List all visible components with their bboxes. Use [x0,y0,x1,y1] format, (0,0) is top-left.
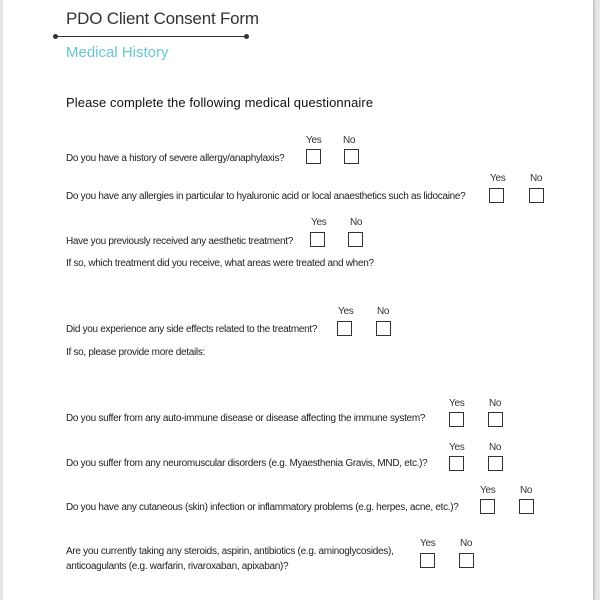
question-5-yes-label: Yes [449,398,465,409]
question-7-yes-checkbox[interactable] [480,499,495,514]
question-1-yes-label: Yes [306,135,322,146]
form-title: PDO Client Consent Form [66,9,259,28]
consent-form-page [3,0,593,600]
question-7-no-checkbox[interactable] [519,499,534,514]
question-2-text: Do you have any allergies in particular to hyaluronic acid or local anaesthetics such as lidocaine? [66,191,466,202]
question-4-no-label: No [377,306,390,317]
question-8-yes-label: Yes [420,538,436,549]
question-1-no-checkbox[interactable] [344,149,359,164]
question-5-no-checkbox[interactable] [488,412,503,427]
question-7-no-label: No [520,485,533,496]
question-6-text: Do you suffer from any neuromuscular disorders (e.g. Myaesthenia Gravis, MND, etc.)? [66,458,428,469]
question-3-text: Have you previously received any aesthetic treatment? [66,236,294,247]
question-2-yes-checkbox[interactable] [489,188,504,203]
question-2-no-label: No [530,173,543,184]
question-3-no-checkbox[interactable] [348,232,363,247]
question-8-text: Are you currently taking any steroids, aspirin, antibiotics (e.g. aminoglycosides), [66,546,394,557]
question-4-yes-checkbox[interactable] [337,321,352,336]
question-5-yes-checkbox[interactable] [449,412,464,427]
question-4-no-checkbox[interactable] [376,321,391,336]
question-6-yes-label: Yes [449,442,465,453]
question-6-yes-checkbox[interactable] [449,456,464,471]
question-8-text-line2: anticoagulants (e.g. warfarin, rivaroxaban, apixaban)? [66,561,289,572]
question-3-yes-checkbox[interactable] [310,232,325,247]
question-3-no-label: No [350,217,363,228]
question-3-followup: If so, which treatment did you receive, what areas were treated and when? [66,258,374,269]
question-7-text: Do you have any cutaneous (skin) infection or inflammatory problems (e.g. herpes, acne, etc.)? [66,502,459,513]
question-4-yes-label: Yes [338,306,354,317]
section-title: Medical History [66,44,169,61]
question-6-no-label: No [489,442,502,453]
question-3-yes-label: Yes [311,217,327,228]
question-8-no-checkbox[interactable] [459,553,474,568]
instructions-heading: Please complete the following medical questionnaire [66,95,374,110]
question-8-no-label: No [460,538,473,549]
question-1-text: Do you have a history of severe allergy/anaphylaxis? [66,153,285,164]
question-4-text: Did you experience any side effects related to the treatment? [66,324,318,335]
question-2-no-checkbox[interactable] [529,188,544,203]
question-4-followup: If so, please provide more details: [66,347,206,358]
question-5-no-label: No [489,398,502,409]
question-2-yes-label: Yes [490,173,506,184]
question-1-no-label: No [343,135,356,146]
question-7-yes-label: Yes [480,485,496,496]
question-5-text: Do you suffer from any auto-immune disease or disease affecting the immune system? [66,413,426,424]
question-6-no-checkbox[interactable] [488,456,503,471]
question-8-yes-checkbox[interactable] [420,553,435,568]
question-1-yes-checkbox[interactable] [306,149,321,164]
title-divider [55,36,247,37]
